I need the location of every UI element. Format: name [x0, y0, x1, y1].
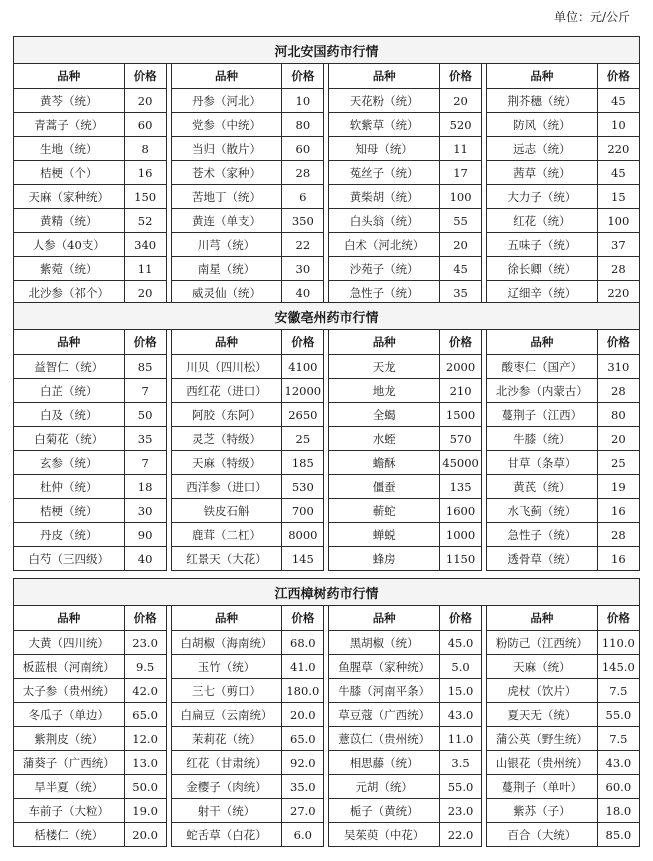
herb-price: 10: [597, 113, 639, 137]
table-row: [14, 113, 640, 137]
table-row: [14, 233, 640, 257]
herb-price: 20.0: [124, 823, 166, 847]
herb-name: 沙苑子（统）: [329, 257, 440, 281]
table-row: [14, 427, 640, 451]
herb-price: 28: [597, 523, 639, 547]
header-price: 价格: [124, 606, 166, 631]
header-price: 价格: [124, 64, 166, 89]
herb-name: 黑胡椒（统）: [329, 631, 440, 655]
herb-price: 50: [124, 403, 166, 427]
herb-price: 45: [439, 257, 481, 281]
herb-price: 7.5: [597, 727, 639, 751]
herb-name: 天花粉（统）: [329, 89, 440, 113]
herb-price: 55.0: [597, 703, 639, 727]
herb-name: 蛇舌草（白花）: [171, 823, 282, 847]
herb-price: 20.0: [282, 703, 324, 727]
herb-name: 白芍（三四级）: [14, 547, 125, 571]
herb-price: 18: [124, 475, 166, 499]
herb-name: 丹皮（统）: [14, 523, 125, 547]
herb-price: 1600: [439, 499, 481, 523]
herb-name: 茜草（统）: [487, 161, 598, 185]
herb-price: 220: [597, 281, 639, 305]
herb-name: 天麻（特级）: [171, 451, 282, 475]
herb-price: 340: [124, 233, 166, 257]
herb-name: 西洋参（进口）: [171, 475, 282, 499]
herb-name: 栝楼仁（统）: [14, 823, 125, 847]
herb-name: 地龙: [329, 379, 440, 403]
table-row: [14, 655, 640, 679]
herb-name: 粉防己（江西统）: [487, 631, 598, 655]
herb-name: 车前子（大粒）: [14, 799, 125, 823]
herb-price: 220: [597, 137, 639, 161]
herb-price: 5.0: [439, 655, 481, 679]
herb-price: 25: [282, 427, 324, 451]
herb-name: 南星（统）: [171, 257, 282, 281]
herb-price: 6: [282, 185, 324, 209]
herb-price: 185: [282, 451, 324, 475]
herb-price: 2650: [282, 403, 324, 427]
herb-name: 急性子（统）: [487, 523, 598, 547]
herb-price: 25: [597, 451, 639, 475]
herb-price: 110.0: [597, 631, 639, 655]
herb-name: 威灵仙（统）: [171, 281, 282, 305]
herb-name: 白胡椒（海南统）: [171, 631, 282, 655]
herb-price: 8000: [282, 523, 324, 547]
herb-name: 相思藤（统）: [329, 751, 440, 775]
herb-price: 20: [439, 233, 481, 257]
table-row: [14, 403, 640, 427]
herb-name: 旱半夏（统）: [14, 775, 125, 799]
herb-name: 急性子（统）: [329, 281, 440, 305]
section-title: 河北安国药市行情: [14, 37, 640, 64]
herb-name: 透骨草（统）: [487, 547, 598, 571]
herb-price: 11.0: [439, 727, 481, 751]
header-name: 品种: [171, 606, 282, 631]
herb-name: 辽细辛（统）: [487, 281, 598, 305]
herb-name: 人参（40支）: [14, 233, 125, 257]
herb-price: 90: [124, 523, 166, 547]
herb-name: 玉竹（统）: [171, 655, 282, 679]
herb-name: 蒲葵子（广西统）: [14, 751, 125, 775]
herb-name: 当归（散片）: [171, 137, 282, 161]
herb-price: 6.0: [282, 823, 324, 847]
herb-name: 铁皮石斛: [171, 499, 282, 523]
herb-price: 40: [282, 281, 324, 305]
herb-name: 僵蚕: [329, 475, 440, 499]
herb-price: 22: [282, 233, 324, 257]
table-row: [14, 161, 640, 185]
herb-name: 黄芩（统）: [14, 89, 125, 113]
header-price: 价格: [124, 330, 166, 355]
header-price: 价格: [439, 64, 481, 89]
herb-name: 川芎（统）: [171, 233, 282, 257]
herb-price: 12.0: [124, 727, 166, 751]
herb-name: 玄参（统）: [14, 451, 125, 475]
herb-price: 700: [282, 499, 324, 523]
herb-name: 徐长卿（统）: [487, 257, 598, 281]
herb-name: 白及（统）: [14, 403, 125, 427]
herb-price: 11: [439, 137, 481, 161]
herb-price: 16: [597, 547, 639, 571]
herb-price: 12000: [282, 379, 324, 403]
herb-name: 阿胶（东阿）: [171, 403, 282, 427]
herb-price: 28: [282, 161, 324, 185]
herb-name: 苦地丁（统）: [171, 185, 282, 209]
header-name: 品种: [171, 330, 282, 355]
herb-name: 吴茱萸（中花）: [329, 823, 440, 847]
herb-name: 蝉蜕: [329, 523, 440, 547]
herb-price: 350: [282, 209, 324, 233]
herb-price: 16: [124, 161, 166, 185]
herb-name: 牛膝（统）: [487, 427, 598, 451]
herb-price: 310: [597, 355, 639, 379]
herb-name: 杜仲（统）: [14, 475, 125, 499]
herb-name: 白扁豆（云南统）: [171, 703, 282, 727]
herb-price: 15.0: [439, 679, 481, 703]
herb-price: 27.0: [282, 799, 324, 823]
header-price: 价格: [597, 606, 639, 631]
herb-price: 43.0: [597, 751, 639, 775]
herb-price: 20: [597, 427, 639, 451]
section-title: 江西樟树药市行情: [14, 579, 640, 606]
herb-name: 天龙: [329, 355, 440, 379]
herb-name: 草豆蔻（广西统）: [329, 703, 440, 727]
header-price: 价格: [439, 606, 481, 631]
header-name: 品种: [171, 64, 282, 89]
herb-price: 35.0: [282, 775, 324, 799]
herb-name: 黄芪（统）: [487, 475, 598, 499]
section-title: 安徽亳州药市行情: [14, 303, 640, 330]
herb-name: 丹参（河北）: [171, 89, 282, 113]
herb-name: 桔梗（个）: [14, 161, 125, 185]
header-name: 品种: [487, 64, 598, 89]
herb-price: 7.5: [597, 679, 639, 703]
table-row: [14, 751, 640, 775]
herb-price: 50.0: [124, 775, 166, 799]
herb-price: 145: [282, 547, 324, 571]
herb-price: 85.0: [597, 823, 639, 847]
herb-name: 五味子（统）: [487, 233, 598, 257]
herb-price: 150: [124, 185, 166, 209]
herb-price: 20: [124, 281, 166, 305]
herb-name: 夏天无（统）: [487, 703, 598, 727]
herb-price: 41.0: [282, 655, 324, 679]
herb-price: 60: [124, 113, 166, 137]
table-row: [14, 379, 640, 403]
herb-price: 100: [597, 209, 639, 233]
herb-name: 紫荆皮（统）: [14, 727, 125, 751]
header-price: 价格: [282, 330, 324, 355]
unit-label: 单位：元/公斤: [553, 10, 630, 24]
herb-name: 红景天（大花）: [171, 547, 282, 571]
herb-price: 1500: [439, 403, 481, 427]
herb-price: 55: [439, 209, 481, 233]
table-row: [14, 823, 640, 847]
herb-price: 60.0: [597, 775, 639, 799]
herb-name: 水飞蓟（统）: [487, 499, 598, 523]
header-price: 价格: [597, 64, 639, 89]
header-name: 品种: [14, 330, 125, 355]
herb-price: 30: [124, 499, 166, 523]
herb-name: 冬瓜子（单边）: [14, 703, 125, 727]
table-row: [14, 451, 640, 475]
herb-name: 紫菀（统）: [14, 257, 125, 281]
herb-name: 川贝（四川松）: [171, 355, 282, 379]
herb-name: 蔓荆子（江西）: [487, 403, 598, 427]
table-row: [14, 209, 640, 233]
herb-price: 530: [282, 475, 324, 499]
herb-name: 红花（甘肃统）: [171, 751, 282, 775]
herb-price: 28: [597, 379, 639, 403]
header-name: 品种: [14, 64, 125, 89]
table-row: [14, 727, 640, 751]
herb-price: 20: [439, 89, 481, 113]
herb-price: 68.0: [282, 631, 324, 655]
herb-price: 100: [439, 185, 481, 209]
table-row: [14, 89, 640, 113]
herb-name: 鹿茸（二杠）: [171, 523, 282, 547]
herb-price: 13.0: [124, 751, 166, 775]
herb-price: 15: [597, 185, 639, 209]
herb-name: 牛膝（河南平条）: [329, 679, 440, 703]
herb-price: 80: [597, 403, 639, 427]
herb-name: 薏苡仁（贵州统）: [329, 727, 440, 751]
herb-price: 11: [124, 257, 166, 281]
herb-price: 35: [439, 281, 481, 305]
herb-price: 4100: [282, 355, 324, 379]
herb-name: 山银花（贵州统）: [487, 751, 598, 775]
herb-price: 180.0: [282, 679, 324, 703]
table-row: [14, 499, 640, 523]
herb-name: 桔梗（统）: [14, 499, 125, 523]
table-row: [14, 355, 640, 379]
herb-price: 35: [124, 427, 166, 451]
herb-price: 85: [124, 355, 166, 379]
herb-price: 40: [124, 547, 166, 571]
herb-price: 43.0: [439, 703, 481, 727]
herb-name: 红花（统）: [487, 209, 598, 233]
header-price: 价格: [282, 606, 324, 631]
herb-name: 党参（中统）: [171, 113, 282, 137]
herb-name: 大力子（统）: [487, 185, 598, 209]
herb-price: 10: [282, 89, 324, 113]
herb-name: 防风（统）: [487, 113, 598, 137]
herb-price: 52: [124, 209, 166, 233]
herb-name: 紫苏（子）: [487, 799, 598, 823]
herb-price: 520: [439, 113, 481, 137]
herb-price: 20: [124, 89, 166, 113]
herb-name: 灵芝（特级）: [171, 427, 282, 451]
herb-name: 黄精（统）: [14, 209, 125, 233]
herb-name: 栀子（黄统）: [329, 799, 440, 823]
herb-name: 太子参（贵州统）: [14, 679, 125, 703]
herb-name: 全蝎: [329, 403, 440, 427]
herb-name: 苍术（家种）: [171, 161, 282, 185]
herb-price: 145.0: [597, 655, 639, 679]
herb-name: 元胡（统）: [329, 775, 440, 799]
herb-name: 百合（大统）: [487, 823, 598, 847]
herb-price: 570: [439, 427, 481, 451]
herb-name: 北沙参（祁个）: [14, 281, 125, 305]
header-name: 品种: [329, 606, 440, 631]
herb-price: 23.0: [124, 631, 166, 655]
herb-price: 28: [597, 257, 639, 281]
herb-name: 金樱子（肉统）: [171, 775, 282, 799]
herb-name: 生地（统）: [14, 137, 125, 161]
table-row: [14, 281, 640, 305]
herb-name: 荆芥穗（统）: [487, 89, 598, 113]
table-row: [14, 631, 640, 655]
herb-name: 大黄（四川统）: [14, 631, 125, 655]
header-name: 品种: [14, 606, 125, 631]
herb-price: 7: [124, 379, 166, 403]
herb-name: 黄柴胡（统）: [329, 185, 440, 209]
herb-name: 三七（剪口）: [171, 679, 282, 703]
table-row: [14, 679, 640, 703]
herb-price: 210: [439, 379, 481, 403]
herb-name: 茉莉花（统）: [171, 727, 282, 751]
header-price: 价格: [282, 64, 324, 89]
market-table-jiangxi: [13, 578, 640, 847]
herb-name: 白芷（统）: [14, 379, 125, 403]
herb-name: 甘草（条草）: [487, 451, 598, 475]
header-name: 品种: [487, 606, 598, 631]
herb-price: 45.0: [439, 631, 481, 655]
herb-name: 青蒿子（统）: [14, 113, 125, 137]
herb-name: 蜂房: [329, 547, 440, 571]
herb-price: 65.0: [282, 727, 324, 751]
herb-price: 92.0: [282, 751, 324, 775]
header-name: 品种: [329, 64, 440, 89]
header-price: 价格: [597, 330, 639, 355]
herb-price: 80: [282, 113, 324, 137]
herb-price: 3.5: [439, 751, 481, 775]
herb-name: 酸枣仁（国产）: [487, 355, 598, 379]
herb-price: 22.0: [439, 823, 481, 847]
herb-price: 1150: [439, 547, 481, 571]
herb-price: 18.0: [597, 799, 639, 823]
herb-price: 37: [597, 233, 639, 257]
herb-price: 55.0: [439, 775, 481, 799]
herb-price: 1000: [439, 523, 481, 547]
header-name: 品种: [329, 330, 440, 355]
herb-name: 天麻（统）: [487, 655, 598, 679]
herb-price: 7: [124, 451, 166, 475]
herb-name: 天麻（家种统）: [14, 185, 125, 209]
herb-price: 19: [597, 475, 639, 499]
table-row: [14, 475, 640, 499]
herb-name: 黄连（单支）: [171, 209, 282, 233]
herb-price: 8: [124, 137, 166, 161]
herb-price: 19.0: [124, 799, 166, 823]
table-row: [14, 523, 640, 547]
table-row: [14, 257, 640, 281]
herb-name: 益智仁（统）: [14, 355, 125, 379]
herb-price: 65.0: [124, 703, 166, 727]
herb-price: 45000: [439, 451, 481, 475]
table-row: [14, 137, 640, 161]
table-row: [14, 547, 640, 571]
herb-name: 知母（统）: [329, 137, 440, 161]
herb-name: 蟾酥: [329, 451, 440, 475]
herb-name: 板蓝根（河南统）: [14, 655, 125, 679]
market-table-anhui: [13, 302, 640, 571]
herb-price: 2000: [439, 355, 481, 379]
herb-price: 60: [282, 137, 324, 161]
herb-price: 17: [439, 161, 481, 185]
table-row: [14, 185, 640, 209]
herb-name: 北沙参（内蒙古）: [487, 379, 598, 403]
herb-name: 白菊花（统）: [14, 427, 125, 451]
herb-name: 菟丝子（统）: [329, 161, 440, 185]
herb-price: 45: [597, 161, 639, 185]
herb-name: 蕲蛇: [329, 499, 440, 523]
herb-name: 蔓荆子（单叶）: [487, 775, 598, 799]
herb-name: 西红花（进口）: [171, 379, 282, 403]
herb-name: 水蛭: [329, 427, 440, 451]
herb-name: 软紫草（统）: [329, 113, 440, 137]
table-row: [14, 799, 640, 823]
herb-name: 虎杖（饮片）: [487, 679, 598, 703]
herb-price: 23.0: [439, 799, 481, 823]
herb-name: 远志（统）: [487, 137, 598, 161]
herb-price: 135: [439, 475, 481, 499]
table-row: [14, 703, 640, 727]
herb-name: 白头翁（统）: [329, 209, 440, 233]
herb-name: 白术（河北统）: [329, 233, 440, 257]
herb-price: 16: [597, 499, 639, 523]
herb-name: 蒲公英（野生统）: [487, 727, 598, 751]
herb-price: 42.0: [124, 679, 166, 703]
herb-price: 30: [282, 257, 324, 281]
table-row: [14, 775, 640, 799]
herb-price: 45: [597, 89, 639, 113]
herb-price: 9.5: [124, 655, 166, 679]
header-price: 价格: [439, 330, 481, 355]
market-table-hebei: [13, 36, 640, 305]
herb-name: 鱼腥草（家种统）: [329, 655, 440, 679]
herb-name: 射干（统）: [171, 799, 282, 823]
header-name: 品种: [487, 330, 598, 355]
